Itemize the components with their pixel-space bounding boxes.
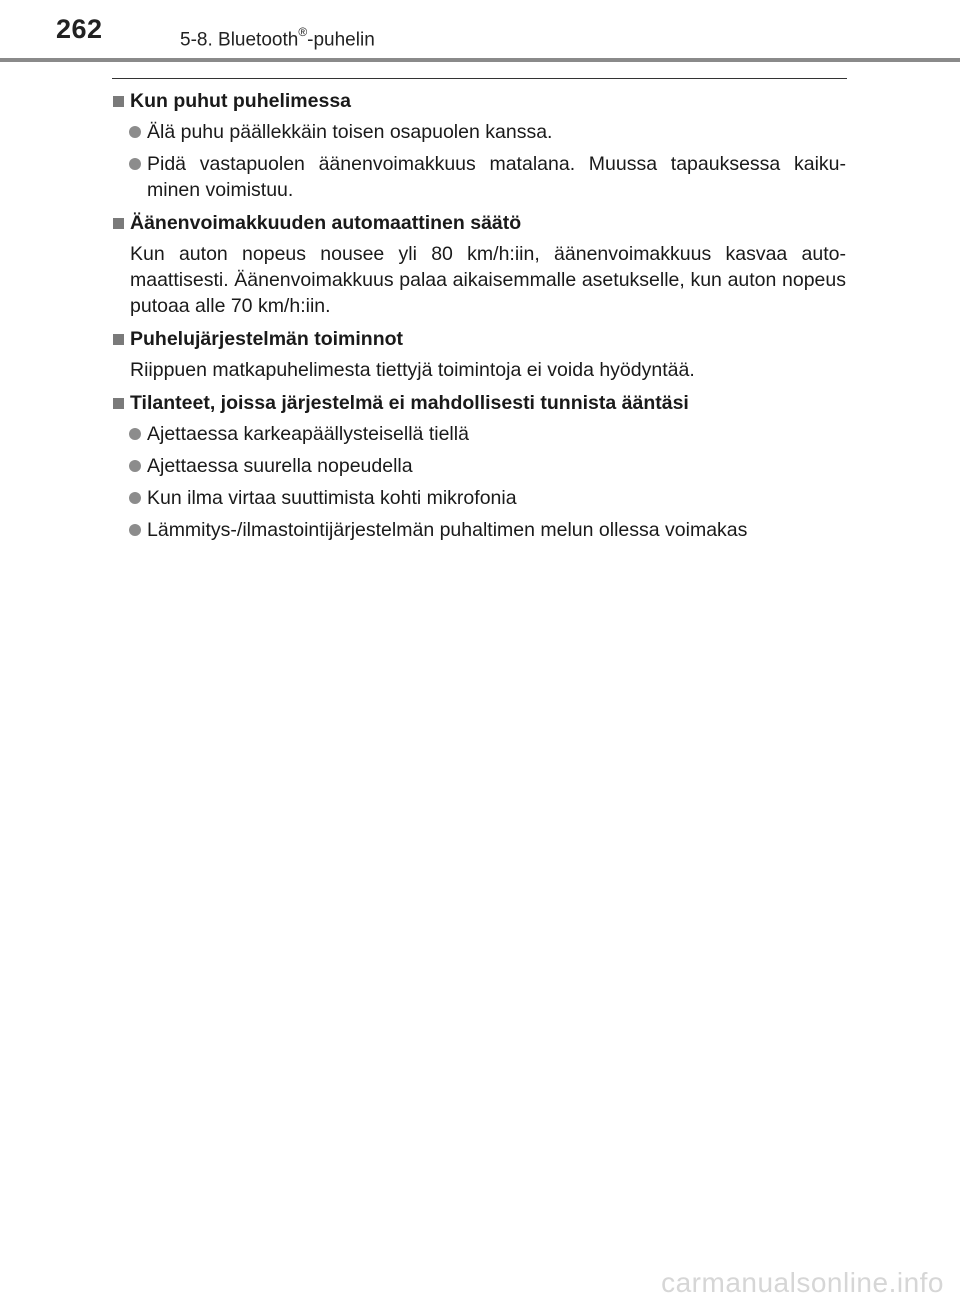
section-talking [112, 88, 846, 203]
section-title [180, 27, 375, 51]
section-heading [112, 210, 846, 236]
list-item [112, 151, 846, 203]
section-paragraph: Riippuen matkapuhelimesta tiettyjä toimintoja ei voida hyödyntää. [130, 359, 695, 381]
section-heading-text: Kun puhut puhelimessa [130, 90, 352, 112]
circle-bullet-icon [129, 524, 141, 536]
page-header [0, 0, 960, 62]
circle-bullet-icon [129, 460, 141, 472]
list-item [112, 119, 846, 145]
list-item-text: Lämmitys-/ilmastointijärjestelmän puhaltimen melun ollessa voimakas [147, 519, 748, 541]
square-bullet-icon [113, 96, 124, 107]
section-call-functions [112, 326, 846, 383]
list-item-text: Älä puhu päällekkäin toisen osapuolen kanssa. [147, 121, 553, 143]
circle-bullet-icon [129, 428, 141, 440]
circle-bullet-icon [129, 126, 141, 138]
section-heading [112, 390, 846, 416]
list-item-text: Pidä vastapuolen äänenvoimakkuus matalana. Muussa tapauksessa kaiku-minen voimistuu. [147, 153, 846, 201]
list-item-text: Ajettaessa suurella nopeudella [147, 455, 413, 477]
section-title-suffix: -puhelin [307, 29, 375, 51]
square-bullet-icon [113, 334, 124, 345]
section-heading-text: Tilanteet, joissa järjestelmä ei mahdollisesti tunnista ääntäsi [130, 392, 689, 414]
section-paragraph: Kun auton nopeus nousee yli 80 km/h:iin, äänenvoimakkuus kasvaa auto-maattisesti. Äänenvoimakkuus palaa aikaisemmalle asetukselle, kun auton nopeus putoaa alle 70 km/h:iin. [130, 243, 846, 317]
section-heading [112, 326, 846, 352]
list-item-text: Kun ilma virtaa suuttimista kohti mikrofonia [147, 487, 517, 509]
content-rule [112, 78, 847, 79]
square-bullet-icon [113, 218, 124, 229]
list-item [112, 421, 846, 447]
section-heading [112, 88, 846, 114]
list-item [112, 517, 846, 543]
header-rule [0, 58, 960, 62]
page-content [112, 88, 846, 550]
section-auto-volume [112, 210, 846, 319]
circle-bullet-icon [129, 492, 141, 504]
registered-mark: ® [298, 25, 308, 39]
list-item [112, 453, 846, 479]
watermark-text: carmanualsonline.info [661, 1267, 944, 1298]
square-bullet-icon [113, 398, 124, 409]
section-heading-text: Puhelujärjestelmän toiminnot [130, 328, 404, 350]
list-item-text: Ajettaessa karkeapäällysteisellä tiellä [147, 423, 469, 445]
list-item [112, 485, 846, 511]
circle-bullet-icon [129, 158, 141, 170]
section-heading-text: Äänenvoimakkuuden automaattinen säätö [130, 212, 522, 234]
page-number: 262 [56, 14, 103, 44]
section-title-main: 5-8. Bluetooth [180, 29, 299, 51]
section-recognition [112, 390, 846, 543]
